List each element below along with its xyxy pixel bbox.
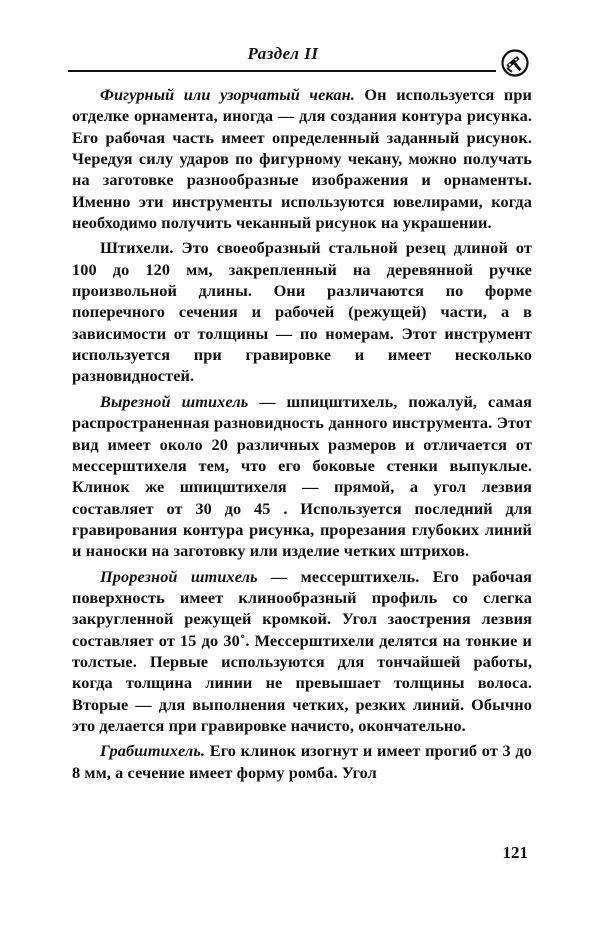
paragraph-2 (72, 237, 532, 386)
paragraph-1-text: Он используется при отделке орнамента, иногда — для создания контура рисунка. Его рабочая часть имеет определенный заданный рисунок. Чередуя силу ударов по фигурному чекану, можно получать на заготовке разнообразные изображения и орнаменты. Именно эти инструменты используются ювелирами, когда необходимо получить чеканный рисунок на украшении. (72, 85, 532, 233)
running-header (68, 44, 498, 70)
paragraph-4-lead: Прорезной штихель (100, 566, 258, 586)
paragraph-1 (72, 84, 532, 233)
paragraph-3 (72, 391, 532, 562)
section-title: Раздел II (247, 44, 319, 63)
paragraph-4 (72, 566, 532, 737)
paragraph-4-text: — мессерштихель. Его рабочая поверхность имеет клинообразный профиль со слегка закругленной режущей кромкой. Угол заострения лезвия составляет от 15 до 30˚. Мессерштихели делятся на тонкие и толстые. Первые используются для тончайшей работы, когда толщина линии не превышает толщины волоса. Вторые — для выполнения четких, резких линий. Обычно это делается при гравировке начисто, окончательно. (72, 566, 532, 735)
paragraph-5-text: Его клинок изогнут и имеет прогиб от 3 до 8 мм, а сечение имеет форму ромба. Угол (72, 741, 532, 782)
header-rule (68, 70, 496, 72)
paragraph-5-lead: Грабштихель. (100, 741, 206, 761)
paragraph-1-lead: Фигурный или узорчатый чекан. (100, 85, 355, 104)
page-number: 121 (502, 843, 528, 862)
hammer-chisel-emblem-icon (500, 48, 530, 78)
paragraph-2-text: Штихели. Это своеобразный стальной резец длиной от 100 до 120 мм, закрепленный на деревянной ручке произвольной длины. Они различаются по форме поперечного сечения и рабочей (режущей) части, а в зависимости от толщины — по номерам. Этот инструмент используется при гравировке и имеет несколько разновидностей. (72, 238, 532, 386)
body-text (72, 84, 532, 787)
paragraph-5 (72, 740, 532, 783)
paragraph-3-lead: Вырезной штихель (100, 391, 249, 411)
paragraph-3-text: — шпицштихель, пожалуй, самая распространенная разновидность данного инструмента. Этот вид имеет около 20 различных размеров и отличается от мессерштихеля тем, что его боковые стенки выпуклые. Клинок же шпицштихеля — прямой, а угол лезвия составляет от 30 до 45 . Используется последний для гравирования контура рисунка, прорезания глубоких линий и наноски на заготовку или изделие четких штрихов. (72, 391, 532, 561)
